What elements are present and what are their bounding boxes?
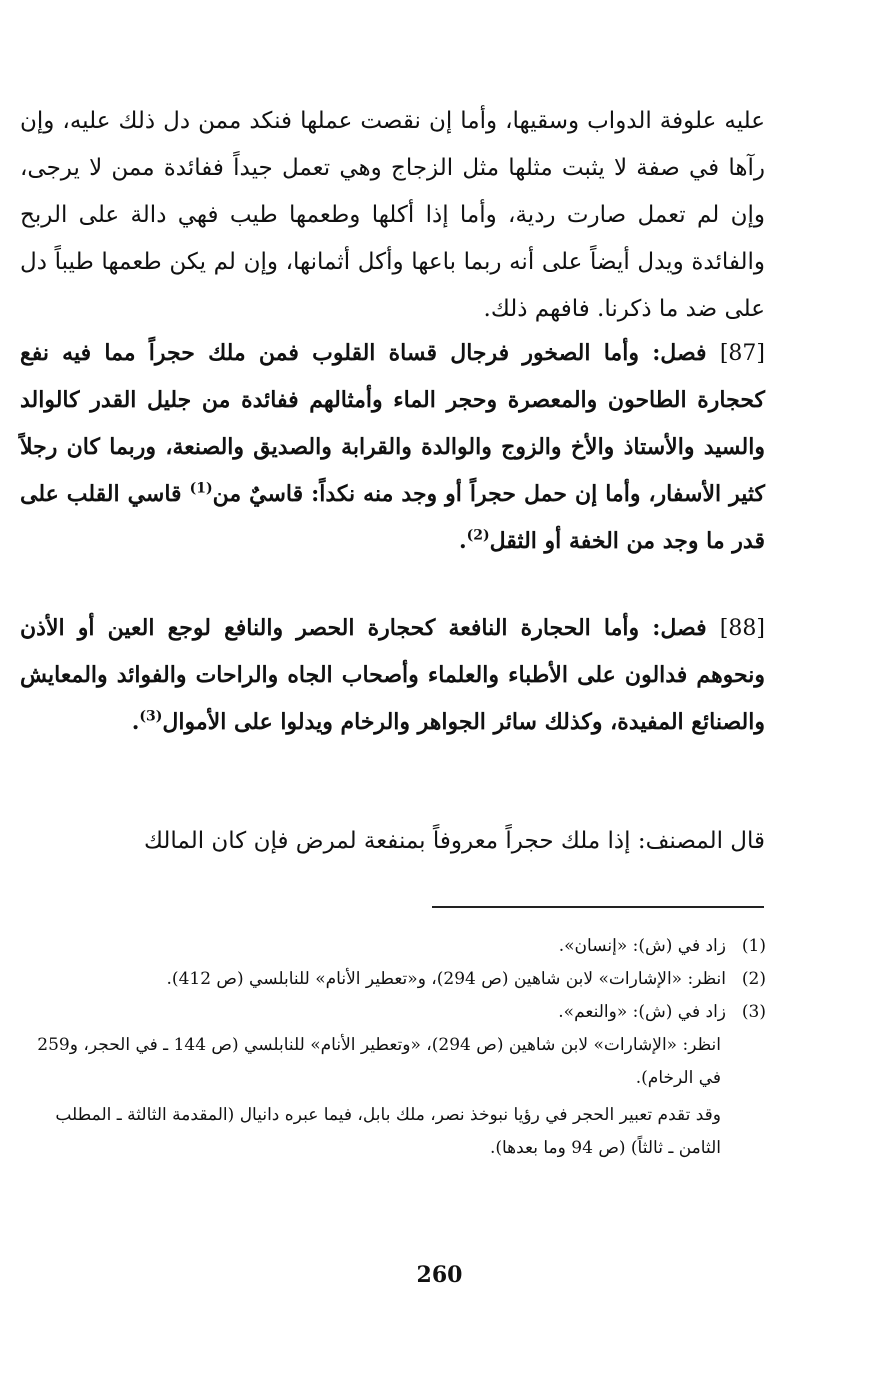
- footnote-3-extra: وقد تقدم تعبير الحجر في رؤيا نبوخذ نصر، ملك بابل، فيما عبره دانيال (المقدمة الثالثة ـ المطلب الثامن ـ ثالثاً) (ص 94 وما بعدها).: [55, 1105, 721, 1158]
- paragraph-text: قاسي القلب على قدر ما وجد من الخفة أو الثقل: [20, 481, 765, 554]
- footnote-number: (1): [741, 936, 766, 956]
- footnote-divider: [432, 906, 764, 908]
- footnote-number: (3): [741, 1002, 766, 1022]
- footnote-3: [10, 996, 766, 1029]
- footnote-ref-3[interactable]: (3): [139, 708, 163, 725]
- paragraph-87: [20, 330, 765, 565]
- section-heading: فصل:: [652, 615, 707, 641]
- footnote-ref-2[interactable]: (2): [466, 527, 490, 544]
- footnote-text: انظر: «الإشارات» لابن شاهين (ص 294)، و«تعطير الأنام» للنابلسي (ص 412).: [166, 969, 726, 989]
- footnote-3-continuation: انظر: «الإشارات» لابن شاهين (ص 294)، «وتعطير الأنام» للنابلسي (ص 144 ـ في الحجر، و259 في الرخام).: [37, 1035, 721, 1088]
- footnote-2: [10, 963, 766, 996]
- page-number: 260: [416, 1262, 463, 1288]
- section-number: [88]: [719, 616, 765, 641]
- paragraph-88: [20, 605, 765, 746]
- paragraph-text: وأما الحجارة النافعة كحجارة الحصر والنافع لوجع العين أو الأذن ونحوهم فدالون على الأطباء والعلماء وأصحاب الجاه والراحات والفوائد والمعايش والصنائع المفيدة، وكذلك سائر الجواهر والرخام ويدلوا على الأموال: [20, 615, 765, 735]
- footnotes: [10, 930, 766, 1165]
- footnote-text: زاد في (ش): «والنعم».: [558, 1002, 726, 1022]
- paragraph-text: وأما الصخور فرجال قساة القلوب فمن ملك حجراً مما فيه نفع كحجارة الطاحون والمعصرة وحجر الماء وأمثالهم ففائدة من جليل القدر كالوالد والسيد والأستاذ والأخ والزوج والوالدة والقرابة والصديق والصنعة، وربما كان رجلاً كثير الأسفار، وأما إن حمل حجراً أو وجد منه نكداً: قاسيٌ من: [20, 340, 765, 507]
- period: .: [131, 709, 140, 735]
- paragraph-1: عليه علوفة الدواب وسقيها، وأما إن نقصت عملها فنكد ممن دل ذلك عليه، وإن رآها في صفة لا يثبت مثلها مثل الزجاج وهي تعمل جيداً ففائدة ممن لا يرجى، وإن لم تعمل صارت ردية، وأما إذا أكلها وطعمها طيب فهي دالة على الربح والفائدة ويدل أيضاً على أنه ربما باعها وأكل أثمانها، وإن لم يكن طعمها طيباً دل على ضد ما ذكرنا. فافهم ذلك.: [20, 108, 765, 322]
- section-heading: فصل:: [652, 340, 707, 366]
- footnote-1: [10, 930, 766, 963]
- period: .: [458, 528, 467, 554]
- section-number: [87]: [719, 341, 765, 366]
- footnote-ref-1[interactable]: (1): [189, 480, 213, 497]
- paragraph-author: قال المصنف: إذا ملك حجراً معروفاً بمنفعة لمرض فإن كان المالك: [144, 828, 765, 854]
- footnote-number: (2): [741, 969, 766, 989]
- footnote-text: زاد في (ش): «إنسان».: [558, 936, 726, 956]
